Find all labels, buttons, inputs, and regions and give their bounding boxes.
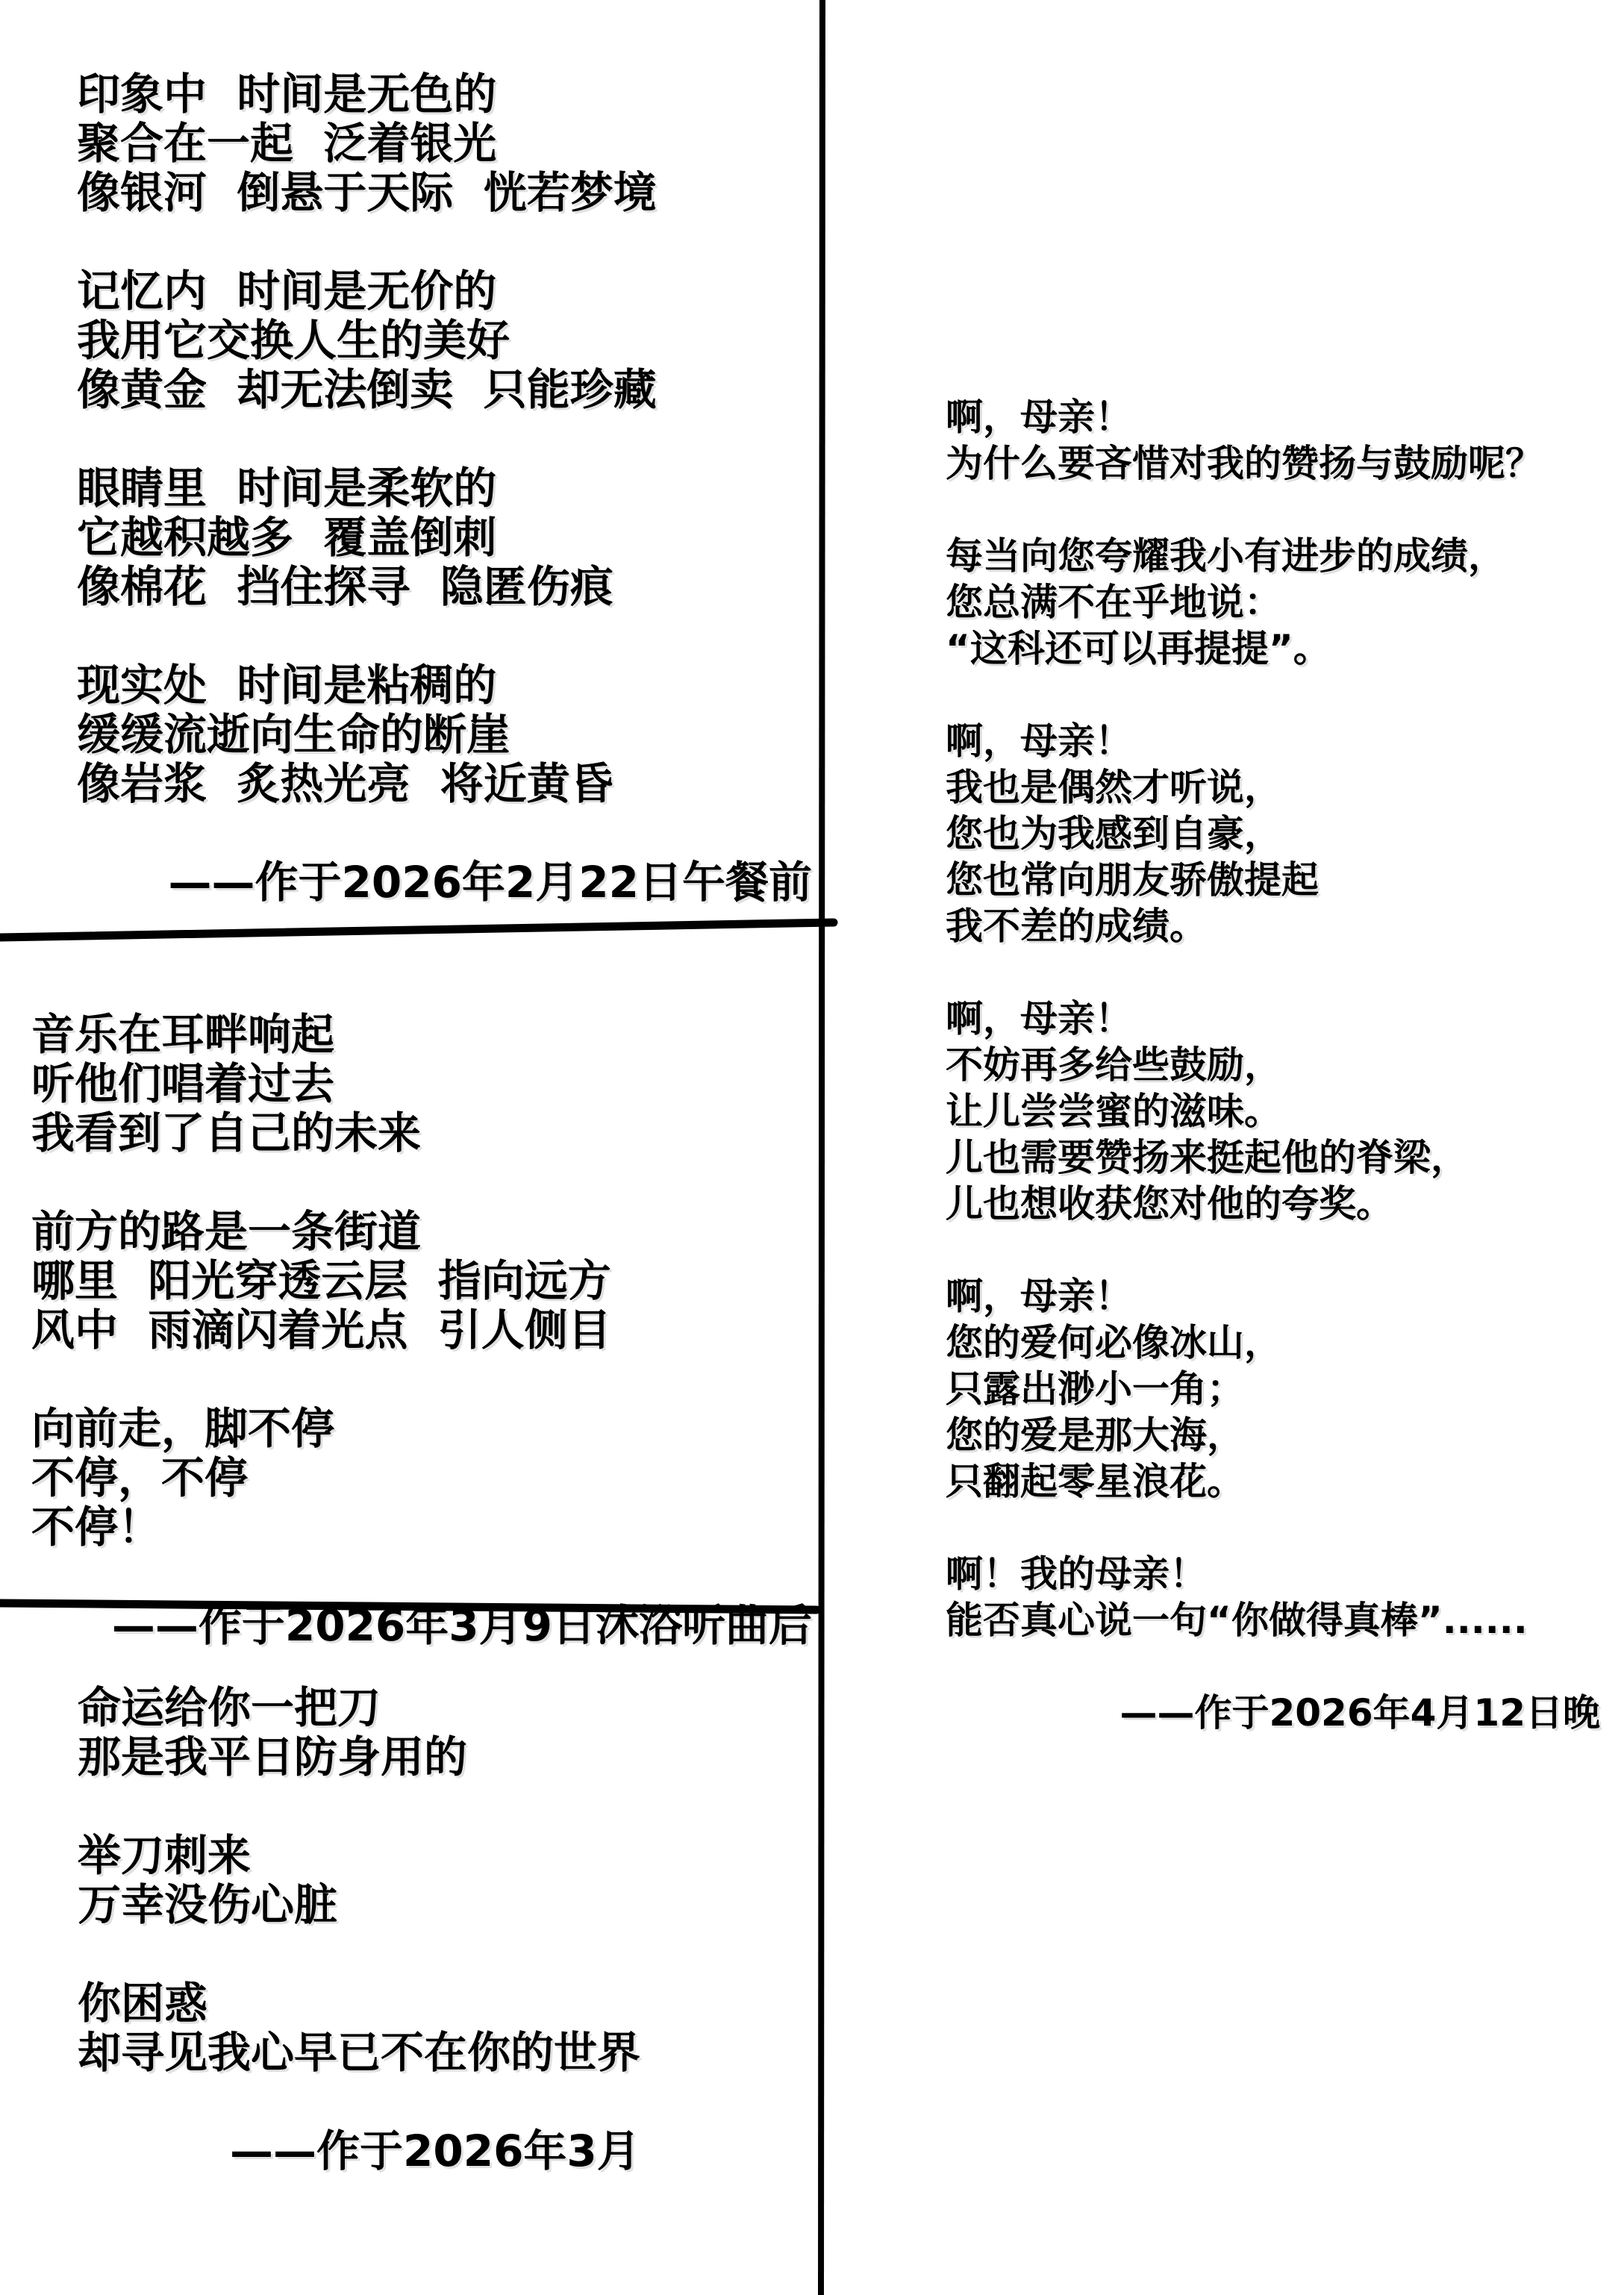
poem-line: “这科还可以再提提”。 [946,627,1331,670]
poem-line: 儿也需要赞扬来挺起他的脊梁， [946,1136,1468,1179]
poem-line: 每当向您夸耀我小有进步的成绩， [946,534,1505,578]
poem-line: 为什么要吝惜对我的赞扬与鼓励呢？ [946,442,1543,485]
poem-attribution: ——作于2026年3月 [230,2126,640,2176]
stanza [78,1979,819,2077]
stanza [77,463,819,611]
column-divider-line [821,0,822,2295]
poem-line: 万幸没伤心脏 [78,1879,338,1930]
stanza [77,266,819,414]
stanza [946,533,1624,672]
stanza [77,69,819,217]
poem-line: 我不差的成绩。 [946,905,1207,948]
stanza [31,1010,819,1158]
poem-line: 啊！我的母亲！ [946,1552,1207,1596]
poem-line: 像棉花 挡住探寻 隐匿伤痕 [77,561,613,612]
poem-knife [78,1683,819,2176]
stanza [946,996,1624,1227]
poem-line: 那是我平日防身用的 [78,1732,468,1782]
stanza [78,1831,819,1929]
poem-line: 你困惑 [78,1978,208,2029]
stanza [31,1404,819,1552]
poem-line: 啊，母亲！ [946,719,1132,763]
poem-line: 能否真心说一句“你做得真棒”...... [946,1599,1528,1642]
poem-line: 风中 雨滴闪着光点 引人侧目 [31,1305,611,1355]
poem-line: 却寻见我心早已不在你的世界 [78,2027,641,2078]
poem-line: 您的爱何必像冰山， [946,1321,1281,1364]
poem-line: 像岩浆 炙热光亮 将近黄昏 [77,758,613,809]
poem-line: 听他们唱着过去 [31,1058,335,1109]
poem-line: 啊，母亲！ [946,396,1132,439]
poem-line: 让儿尝尝蜜的滋味。 [946,1090,1281,1133]
poem-line: 我也是偶然才听说， [946,766,1281,809]
stanza [946,1273,1624,1505]
poem-line: 儿也想收获您对他的夸奖。 [946,1182,1393,1225]
poem-line: 不停！ [31,1502,162,1552]
poem-line: 举刀刺来 [78,1830,252,1881]
poem-attribution: ——作于2026年3月9日沐浴听曲后 [111,1600,812,1651]
poem-line: 像黄金 却无法倒卖 只能珍藏 [77,364,657,415]
poem-attribution: ——作于2026年2月22日午餐前 [168,857,812,908]
poem-line: 印象中 时间是无色的 [77,69,497,119]
poem-line: 像银河 倒悬于天际 恍若梦境 [77,167,657,218]
poem-line: 音乐在耳畔响起 [31,1009,335,1060]
stanza [78,1683,819,1782]
poem-line: 缓缓流逝向生命的断崖 [77,709,510,760]
stanza [946,718,1624,949]
stanza [946,394,1624,487]
poem-attribution: ——作于2026年4月12日晚 [1119,1691,1600,1734]
poem-line: 命运给你一把刀 [78,1682,381,1733]
poem-line: 聚合在一起 泛着银光 [77,118,497,169]
poem-line: 不停，不停 [31,1452,249,1503]
poem-line: 它越积越多 覆盖倒刺 [77,512,497,563]
poem-line: 您也常向朋友骄傲提起 [946,858,1319,902]
stanza [31,1207,819,1355]
poem-line: 您也为我感到自豪， [946,812,1281,855]
stanza [77,661,819,808]
poem-line: 眼睛里 时间是柔软的 [77,463,497,513]
poem-line: 哪里 阳光穿透云层 指向远方 [31,1255,611,1306]
poem-line: 不妨再多给些鼓励， [946,1043,1281,1087]
poem-line: 现实处 时间是粘稠的 [77,660,497,711]
poem-time [77,69,819,907]
poem-line: 只露出渺小一角； [946,1367,1244,1411]
poem-line: 啊，母亲！ [946,997,1132,1040]
poem-line: 前方的路是一条街道 [31,1206,422,1257]
poem-line: 我看到了自己的未来 [31,1108,422,1158]
poem-mother [946,394,1624,1736]
poem-line: 您总满不在乎地说： [946,581,1281,624]
stanza [946,1551,1624,1643]
poem-line: 我用它交换人生的美好 [77,315,510,366]
poem-line: 只翻起零星浪花。 [946,1460,1244,1503]
section-divider-top [0,922,834,937]
poem-line: 记忆内 时间是无价的 [77,266,497,316]
poem-line: 您的爱是那大海， [946,1414,1244,1457]
poem-music [31,1010,819,1650]
poem-line: 向前走，脚不停 [31,1403,335,1454]
poem-line: 啊，母亲！ [946,1275,1132,1318]
